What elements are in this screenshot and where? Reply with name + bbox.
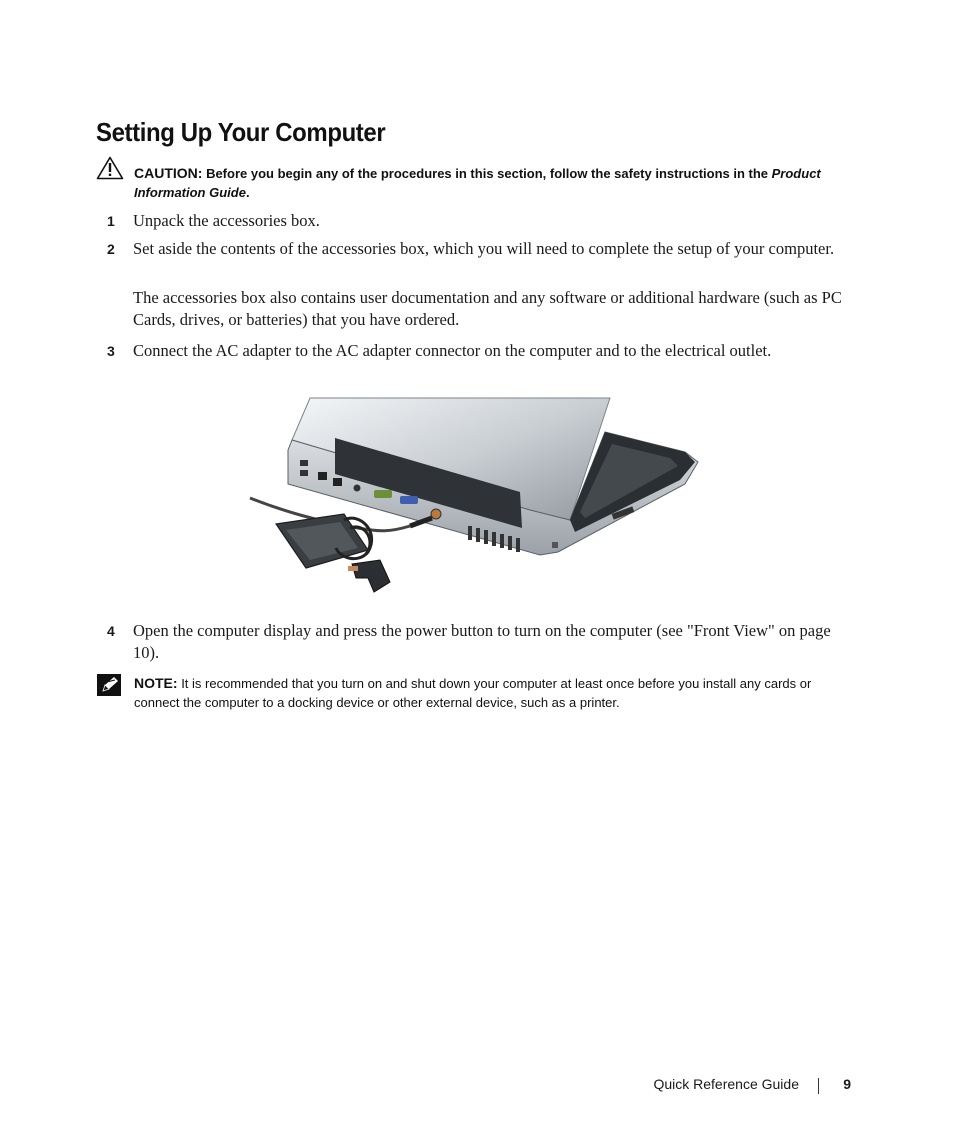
footer-guide-title: Quick Reference Guide [653, 1076, 799, 1092]
step-number: 3 [107, 343, 115, 359]
note-text [134, 674, 858, 712]
caution-doc-title: Product Information Guide [134, 166, 821, 200]
step-number: 1 [107, 213, 115, 229]
step-number: 4 [107, 623, 115, 639]
laptop-ac-adapter-illustration [240, 392, 710, 604]
page-number: 9 [843, 1076, 851, 1092]
warning-icon [96, 156, 124, 180]
note-pencil-icon [96, 673, 122, 697]
step-text: Connect the AC adapter to the AC adapter connector on the computer and to the electrical outlet. [133, 341, 772, 360]
step-text: Set aside the contents of the accessories box, which you will need to complete the setup of your computer. [133, 239, 835, 258]
footer-divider [818, 1078, 819, 1094]
step-text: Open the computer display and press the power button to turn on the computer (see "Front View" on page 10). [133, 621, 831, 662]
caution-label: CAUTION: [134, 165, 203, 181]
step-text: Unpack the accessories box. [133, 211, 320, 230]
step-number: 2 [107, 241, 115, 257]
note-label: NOTE: [134, 675, 178, 691]
step-2-paragraph: The accessories box also contains user documentation and any software or additional hardware (such as PC Cards, drives, or batteries) that you have ordered. [133, 288, 842, 329]
caution-text [134, 164, 856, 202]
caution-end: . [245, 185, 250, 200]
caution-body: Before you begin any of the procedures in this section, follow the safety instructions in the [206, 166, 772, 181]
note-body: It is recommended that you turn on and shut down your computer at least once before you install any cards or connect the computer to a docking device or other external device, such as a printer. [134, 676, 812, 710]
page-title: Setting Up Your Computer [96, 117, 386, 147]
